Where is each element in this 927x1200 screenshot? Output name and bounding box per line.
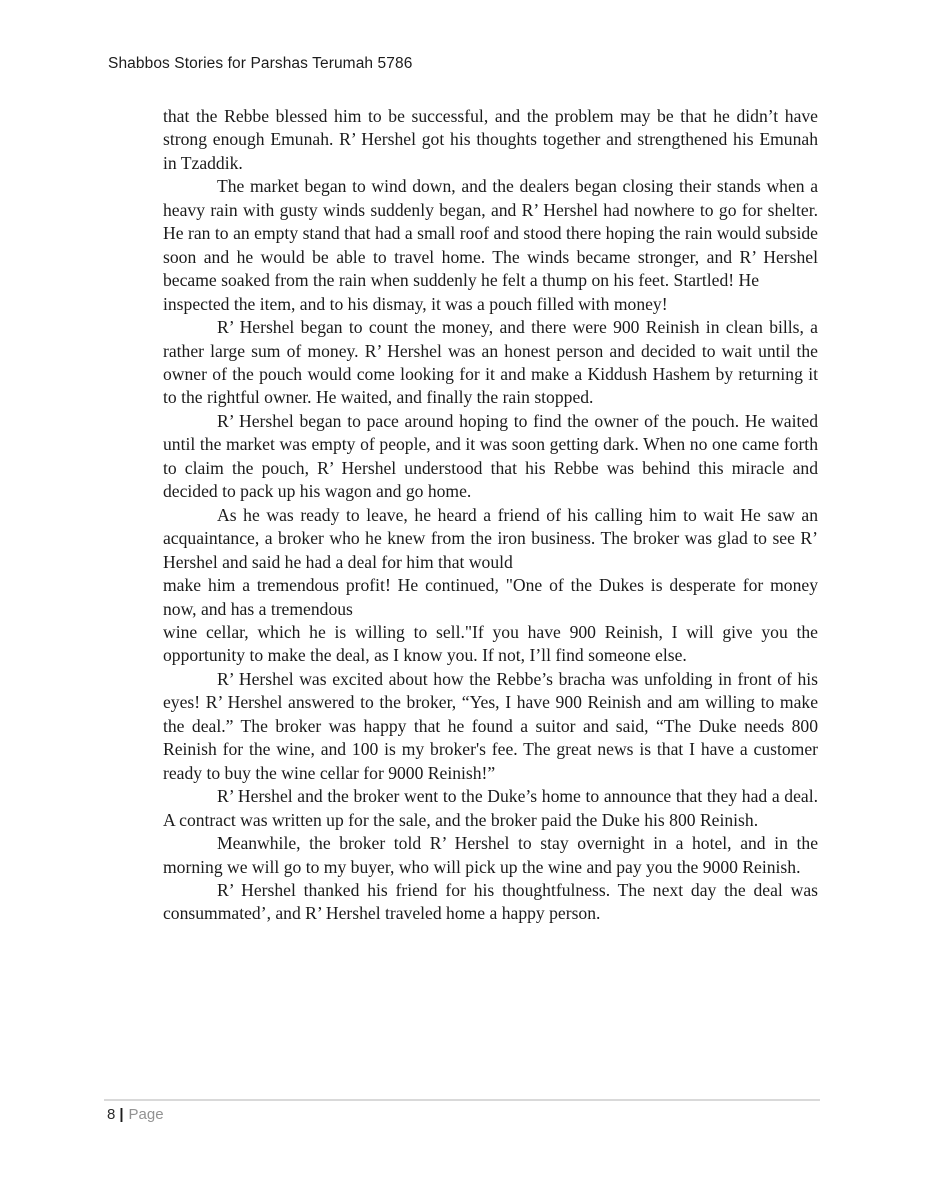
page-header-title: Shabbos Stories for Parshas Terumah 5786: [108, 55, 413, 72]
paragraph: Meanwhile, the broker told R’ Hershel to stay overnight in a hotel, and in the morning we will go to my buyer, who will pick up the wine and pay you the 9000 Reinish.: [163, 833, 818, 877]
footer-separator: |: [119, 1106, 124, 1123]
page-footer: [107, 1106, 164, 1123]
footer-page-number: 8: [107, 1106, 116, 1123]
paragraph: inspected the item, and to his dismay, it was a pouch filled with money!: [163, 293, 668, 314]
paragraph: As he was ready to leave, he heard a friend of his calling him to wait He saw an acquaintance, a broker who he knew from the iron business. The broker was glad to see R’ Hershel and said he had a deal for him that would: [163, 504, 818, 572]
paragraph: R’ Hershel began to count the money, and there were 900 Reinish in clean bills, a rather large sum of money. R’ Hershel was an honest person and decided to wait until the owner of the pouch would come looking for it and make a Kiddush Hashem by returning it to the rightful owner. He waited, and finally the rain stopped.: [163, 317, 818, 408]
footer-page-label: Page: [128, 1106, 164, 1123]
paragraph: that the Rebbe blessed him to be successful, and the problem may be that he didn’t have strong enough Emunah. R’ Hershel got his thoughts together and strengthened his Emunah in Tzaddik.: [163, 106, 818, 173]
paragraph: R’ Hershel thanked his friend for his thoughtfulness. The next day the deal was consummated’, and R’ Hershel traveled home a happy person.: [163, 879, 818, 924]
paragraph: The market began to wind down, and the dealers began closing their stands when a heavy rain with gusty winds suddenly began, and R’ Hershel had nowhere to go for shelter. He ran to an empty stand that had a small roof and stood there hoping the rain would subside soon and he would be able to travel home. The winds became stronger, and R’ Hershel became soaked from the rain when suddenly he felt a thump on his feet. Startled! He: [163, 176, 818, 291]
paragraph: wine cellar, which he is willing to sell."If you have 900 Reinish, I will give you the opportunity to make the deal, as I know you. If not, I’ll find someone else.: [163, 621, 818, 666]
paragraph: R’ Hershel and the broker went to the Duke’s home to announce that they had a deal. A contract was written up for the sale, and the broker paid the Duke his 800 Reinish.: [163, 786, 818, 830]
paragraph: make him a tremendous profit! He continued, "One of the Dukes is desperate for money now, and has a tremendous: [163, 575, 818, 619]
paragraph: R’ Hershel began to pace around hoping to find the owner of the pouch. He waited until the market was empty of people, and it was soon getting dark. When no one came forth to claim the pouch, R’ Hershel understood that his Rebbe was behind this miracle and decided to pack up his wagon and go home.: [163, 410, 818, 502]
paragraph: R’ Hershel was excited about how the Rebbe’s bracha was unfolding in front of his eyes! R’ Hershel answered to the broker, “Yes, I have 900 Reinish and am willing to make the deal.” The broker was happy that he found a suitor and said, “The Duke needs 800 Reinish for the wine, and 100 is my broker's fee. The great news is that I have a customer ready to buy the wine cellar for 9000 Reinish!”: [163, 668, 818, 783]
footer-divider: [104, 1099, 820, 1101]
document-body: [163, 105, 818, 926]
